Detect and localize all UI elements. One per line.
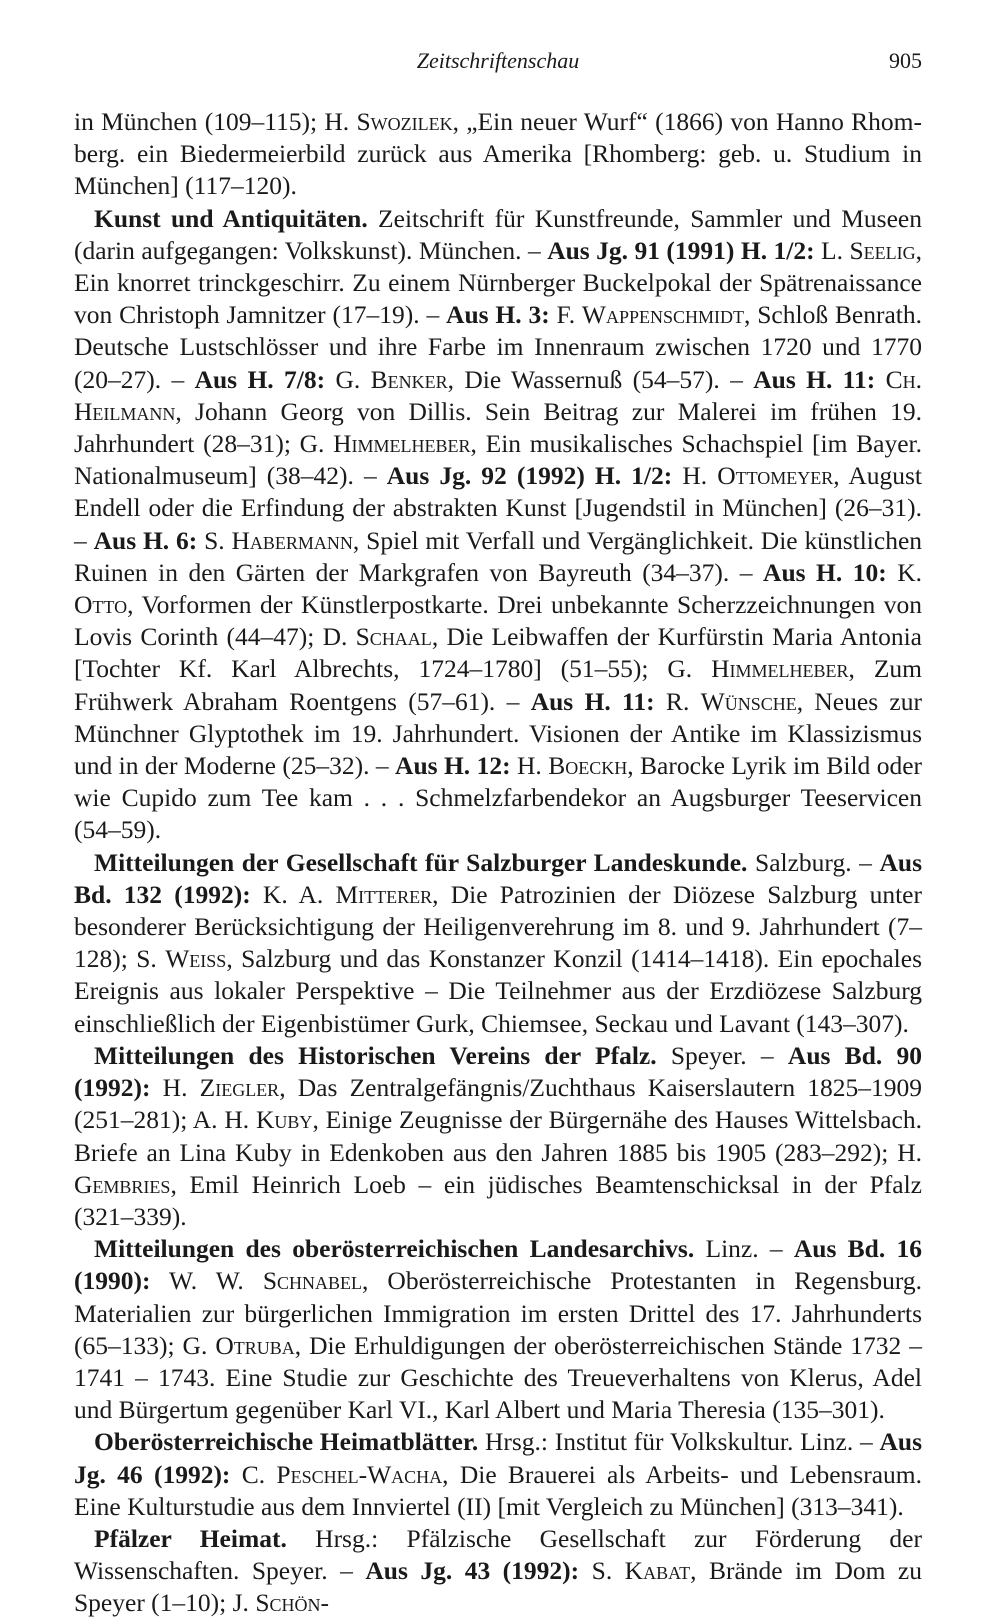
text-run: Salzburg. – [747,847,880,877]
text-run: Linz. – [694,1234,794,1264]
text-run: , Schloß Benrath. Deutsche Lustschlösser und ihre Farbe im Innenraum zwischen 1720 und 1770 (20–27). – [74,300,923,394]
bold-heading: Pfälzer Heimat. [94,1523,287,1553]
text-run: H. [672,461,718,491]
author-name: Ziegler [199,1073,280,1103]
text-run: Hrsg.: Pfälzische Gesellschaft zur Förderung der Wissenschaften. Speyer. – [74,1523,922,1586]
text-run: H. [510,751,549,781]
text-run: , Die Leibwaffen der Kurfürstin Maria Antonia [Tochter Kf. Karl Albrechts, 1724–1780] (51–55); G. [74,622,922,684]
bold-heading: Kunst und Antiquitäten. [94,203,368,233]
bold-heading: Aus Bd. 16 (1990): [74,1234,923,1296]
text-run: Hrsg.: Institut für Volkskultur. Linz. – [478,1427,880,1457]
text-run: F. [549,300,582,330]
author-name: Ottomeyer [717,461,834,491]
text-run: , August Endell oder die Erfindung der abstrakten Kunst [Jugendstil in München] (26–31). – [74,461,922,555]
text-run: H. [150,1073,200,1103]
text-run: Zeitschrift für Kunstfreunde, Sammler und Museen (darin aufgegangen: Volkskunst). München. – [74,203,922,265]
author-name: Gembries [74,1169,171,1199]
bold-heading: Mitteilungen der Gesellschaft für Salzburger Landeskunde. [94,847,748,877]
text-run: in München (109–115); H. [74,107,357,136]
bold-heading: Aus H. 11: [753,364,876,394]
author-name: Otruba [215,1330,295,1360]
author-name: Schnabel [262,1266,363,1296]
text-run: , Salzburg und das Konstanzer Konzil (1414–1418). Ein epochales Ereignis aus lokaler Perspektive – Die Teilnehmer aus der Erzdiözese Salzburg einschließlich der Eigenbistümer Gurk, Chiemsee, Seckau und Lavant (143–307). [74,944,922,1038]
author-name: Peschel-Wacha [276,1459,443,1489]
author-name: Boeckh [548,751,628,781]
text-run: , Vorformen der Künstlerpostkarte. Drei unbekannte Scherzzeichnungen von Lovis Corinth (44–47); D. [74,590,922,652]
text-run: Speyer. – [656,1040,788,1070]
text-run: K. [886,557,923,587]
bold-heading: Aus H. 12: [395,751,511,781]
text-run: , Das Zentralgefängnis/Zuchthaus Kaiserslautern 1825–1909 (251–281); A. H. [74,1073,922,1135]
bibliography-entry [74,1523,922,1620]
author-name: Otto [74,590,128,620]
text-run: , Die Brauerei als Arbeits- und Lebensraum. Eine Kulturstudie aus dem Innviertel (II) [mit Vergleich zu München] (313–341). [74,1459,922,1521]
continued-entry [74,106,922,203]
text-run: L. [814,235,850,265]
bold-heading: Aus H. 3: [446,300,550,330]
text-run: , Einige Zeugnisse der Bürgernähe des Hauses Wittelsbach. Briefe an Lina Kuby in Edenkoben aus den Jahren 1885 bis 1905 (283–292); H. [74,1105,922,1167]
author-name: Seelig [849,235,916,265]
bibliography-entry [74,1426,922,1523]
text-run [875,365,885,394]
bibliography-entry [74,203,922,847]
bibliography-entry [74,1040,922,1233]
bold-heading: Mitteilungen des oberösterreichischen Landesarchivs. [94,1234,695,1264]
text-run: , Spiel mit Verfall und Vergänglichkeit. Die künstlichen Ruinen in den Gärten der Markgrafen von Bayreuth (34–37). – [74,525,923,587]
text-run: R. [654,686,701,716]
bold-heading: Oberösterreichische Heimatblätter. [94,1427,479,1457]
author-name: Habermann [231,525,353,555]
author-name: Ch. Heilmann [74,364,923,426]
bold-heading: Aus H. 7/8: [194,364,326,394]
author-name: Mitterer [335,879,433,909]
text-run: , Ein knorret trinckgeschirr. Zu einem Nürnberger Buckelpokal der Spätrenaissance von Christoph Jamnitzer (17–19). – [74,235,922,330]
text-run: G. [325,364,371,394]
bold-heading: Aus Bd. 132 (1992): [74,847,922,909]
bold-heading: Aus H. 11: [530,686,655,716]
bold-heading: Mitteilungen des Historischen Vereins der Pfalz. [94,1040,657,1070]
text-run: , Barocke Lyrik im Bild oder wie Cupido zum Tee kam . . . Schmelzfarbendekor an Augsburger Teeservicen (54–59). [74,751,923,845]
author-name: Schön- [255,1588,329,1618]
bold-heading: Aus H. 6: [93,525,198,555]
author-name: Kuby [256,1105,313,1135]
bold-heading: Aus Jg. 91 (1991) H. 1/2: [547,235,815,265]
author-name: Wünsche [700,686,797,716]
text-run: S. [197,525,232,555]
text-run: K. A. [250,879,336,909]
text-run: , Die Erhuldigungen der oberösterreichischen Stände 1732 – 1741 – 1743. Eine Studie zur Geschichte des Treueverhaltens von Klerus, Adel und Bürgertum gegenüber Karl VI., Karl Albert und Maria Theresia (135–301). [74,1330,922,1425]
text-run: , Oberösterreichische Protestanten in Regensburg. Materialien zur bürgerlichen Immigration im ersten Drittel des 17. Jahrhunderts (65–133); G. [74,1266,922,1360]
text-run: C. [230,1459,277,1489]
text-run: , Zum Frühwerk Abraham Roentgens (57–61). – [74,654,923,716]
running-title: Zeitschriftenschau [416,48,580,73]
author-name: Schaal [355,622,432,652]
text-run: , „Ein neuer Wurf“ (1866) von Hanno Rhomberg. ein Biedermeierbild zurück aus Amerika [Rhomberg: geb. u. Studium in München] (117–120). [74,107,922,201]
text-run: , Ein musikalisches Schachspiel [im Bayer. Nationalmuseum] (38–42). – [74,429,922,491]
bold-heading: Aus Bd. 90 (1992): [74,1040,923,1103]
author-name: Benker [370,364,448,394]
text-run: , Emil Heinrich Loeb – ein jüdisches Beamtenschicksal in der Pfalz (321–339). [74,1169,922,1231]
page-header [74,48,922,88]
bold-heading: Aus Jg. 92 (1992) H. 1/2: [386,461,673,491]
text-run: , Die Patrozinien der Diözese Salzburg unter besonderer Berücksichtigung der Heiligenverehrung im 8. und 9. Jahrhundert (7–128); S. [74,879,922,974]
bibliography-entry [74,847,922,1040]
text-run: W. W. [150,1266,263,1296]
bold-heading: Aus H. 10: [763,557,887,587]
text-run: , Johann Georg von Dillis. Sein Beitrag zur Malerei im frühen 19. Jahrhundert (28–31); G. [74,396,922,459]
author-name: Himmelheber [333,429,471,459]
author-name: Swozilek [356,107,453,136]
bold-heading: Aus Jg. 46 (1992): [74,1427,923,1489]
author-name: Weiss [165,944,227,974]
text-run: , Brände im Dom zu Speyer (1–10); J. [74,1556,923,1618]
text-run: , Neues zur Münchner Glyptothek im 19. Jahrhundert. Visionen der Antike im Klassizismus und in der Moderne (25–32). – [74,686,922,781]
author-name: Kabat [624,1556,691,1586]
author-name: Wappenschmidt [581,300,745,330]
body-text [74,106,922,1620]
page-number: 905 [889,48,922,73]
bibliography-entry [74,1233,922,1426]
bold-heading: Aus Jg. 43 (1992): [365,1556,580,1586]
author-name: Himmelheber [711,654,849,684]
text-run: S. [579,1556,625,1586]
text-run: , Die Wassernuß (54–57). – [447,364,754,394]
